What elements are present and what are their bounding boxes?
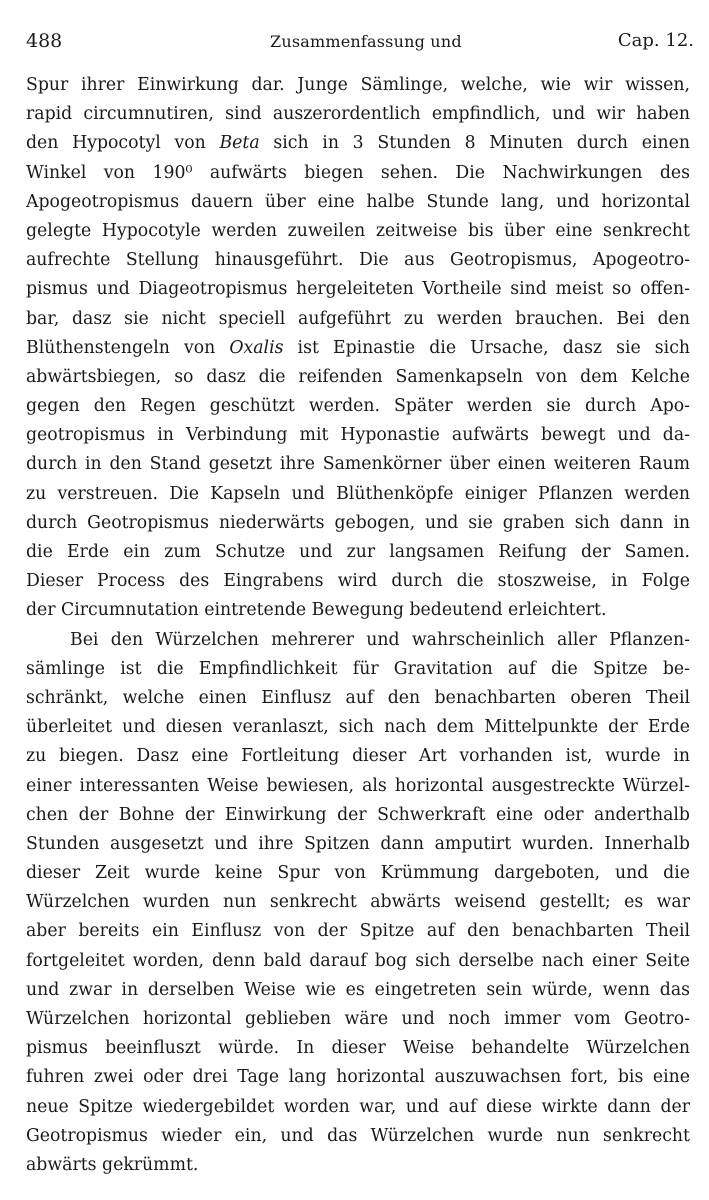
text-line: die Erde ein zum Schutze und zur langsamen Reifung der Samen. [26, 542, 690, 562]
text-line: chen der Bohne der Einwirkung der Schwerkraft eine oder anderthalb [26, 804, 690, 825]
text-line: pismus beeinfluszt würde. In dieser Weise behandelte Würzelchen [26, 1038, 690, 1059]
text-line: Spur ihrer Einwirkung dar. Junge Sämlinge, welche, wie wir wissen, [26, 75, 690, 95]
text-line: geotropismus in Verbindung mit Hyponastie aufwärts bewegt und da- [26, 425, 690, 446]
text-line: Winkel von 190⁰ aufwärts biegen sehen. Die Nachwirkungen des [26, 162, 690, 183]
text-line: der Circumnutation eintretende Bewegung bedeutend erleichtert. [26, 600, 607, 621]
text-line: einer interessanten Weise bewiesen, als horizontal ausgestreckte Würzel- [26, 775, 690, 796]
text-line: schränkt, welche einen Einflusz auf den benachbarten oberen Theil [26, 687, 690, 708]
text-line: abwärtsbiegen, so dasz die reifenden Samenkapseln von dem Kelche [26, 366, 690, 387]
text-line: zu verstreuen. Die Kapseln und Blüthenköpfe einiger Pflanzen werden [26, 483, 690, 504]
text-line: pismus und Diageotropismus hergeleiteten Vortheile sind meist so offen- [26, 279, 690, 300]
chapter-label: Cap. 12. [617, 30, 694, 51]
text-line: durch in den Stand gesetzt ihre Samenkörner über einen weiteren Raum [26, 454, 690, 475]
text-line: sämlinge ist die Empfindlichkeit für Gravitation auf die Spitze be- [26, 658, 690, 679]
text-line: Würzelchen wurden nun senkrecht abwärts weisend gestellt; es war [26, 892, 690, 913]
text-line: Stunden ausgesetzt und ihre Spitzen dann amputirt wurden. Innerhalb [26, 833, 690, 854]
page-number: 488 [26, 30, 63, 52]
text-line: aufrechte Stellung hinausgeführt. Die aus Geotropismus, Apogeotro- [26, 250, 690, 271]
text-line: abwärts gekrümmt. [26, 1154, 199, 1175]
text-line: zu biegen. Dasz eine Fortleitung dieser Art vorhanden ist, wurde in [26, 746, 690, 767]
text-line: und zwar in derselben Weise wie es eingetreten sein würde, wenn das [26, 979, 690, 1000]
text-line [26, 334, 690, 363]
text-line: überleitet und diesen veranlaszt, sich nach dem Mittelpunkte der Erde [26, 717, 690, 738]
text-line: fuhren zwei oder drei Tage lang horizontal auszuwachsen fort, bis eine [26, 1067, 690, 1088]
body-text [26, 71, 690, 1180]
text-line [26, 129, 690, 158]
running-head [26, 30, 694, 56]
italic-term: Beta [219, 133, 260, 154]
text-line: gelegte Hypocotyle werden zuweilen zeitweise bis über eine senkrecht [26, 220, 690, 241]
text-line: bar, dasz sie nicht speciell aufgeführt zu werden brauchen. Bei den [26, 308, 690, 329]
text-line: dieser Zeit wurde keine Spur von Krümmung dargeboten, und die [26, 863, 690, 884]
text-run: Blüthenstengeln von [26, 337, 230, 358]
text-run: den Hypocotyl von [26, 133, 220, 154]
text-line: neue Spitze wiedergebildet worden war, und auf diese wirkte dann der [26, 1096, 690, 1117]
running-title: Zusammenfassung und [270, 32, 462, 51]
text-line: rapid circumnutiren, sind auszerordentlich empfindlich, und wir haben [26, 104, 690, 125]
text-line: durch Geotropismus niederwärts gebogen, und sie graben sich dann in [26, 512, 690, 533]
text-line: Dieser Process des Eingrabens wird durch die stoszweise, in Folge [26, 571, 690, 592]
text-line: Würzelchen horizontal geblieben wäre und noch immer vom Geotro- [26, 1009, 690, 1029]
text-line: Bei den Würzelchen mehrerer und wahrscheinlich aller Pflanzen- [70, 629, 690, 650]
italic-term: Oxalis [229, 337, 284, 358]
paragraph [26, 71, 690, 626]
text-line: aber bereits ein Einflusz von der Spitze auf den benachbarten Theil [26, 921, 690, 942]
text-line: gegen den Regen geschützt werden. Später werden sie durch Apo- [26, 396, 690, 417]
text-run: ist Epinastie die Ursache, dasz sie sich [283, 337, 690, 358]
paragraph [26, 626, 690, 1181]
text-line: Geotropismus wieder ein, und das Würzelchen wurde nun senkrecht [26, 1125, 690, 1146]
text-line: Apogeotropismus dauern über eine halbe Stunde lang, und horizontal [26, 191, 690, 212]
text-line: fortgeleitet worden, denn bald darauf bog sich derselbe nach einer Seite [26, 950, 690, 971]
text-run: sich in 3 Stunden 8 Minuten durch einen [259, 133, 690, 154]
